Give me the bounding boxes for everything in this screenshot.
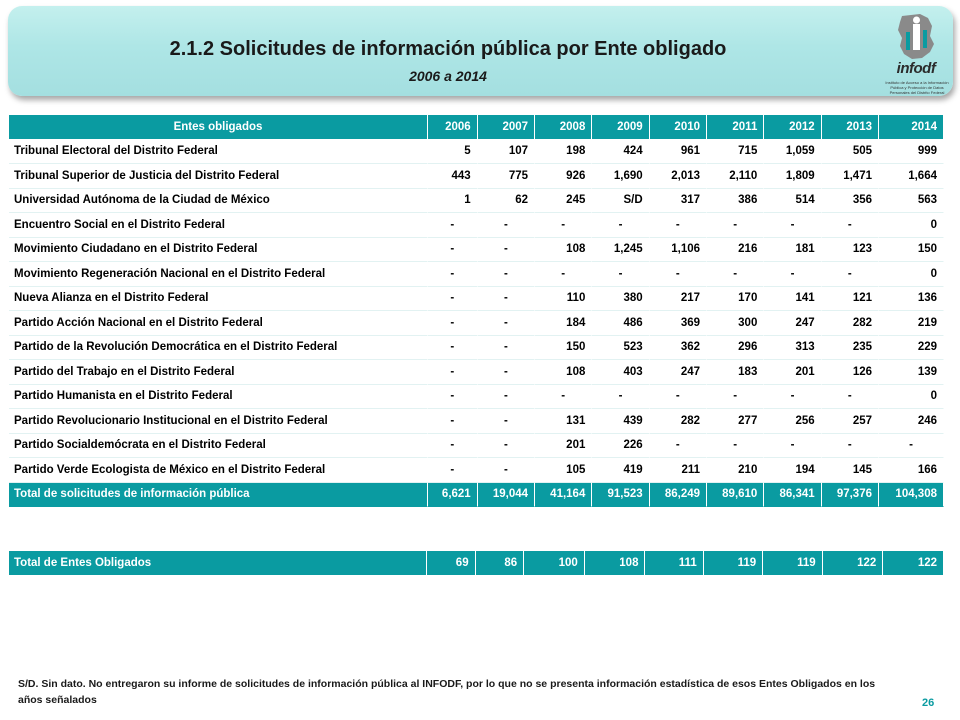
table-cell: - [707,213,764,238]
row-label: Tribunal Superior de Justicia del Distrito Federal [9,164,428,189]
table-cell: 131 [535,409,592,434]
table-cell: - [478,385,535,410]
table-row [9,385,944,410]
table-cell: 145 [822,458,879,483]
table-cell: - [478,336,535,361]
table-cell: 201 [764,360,821,385]
row-label: Tribunal Electoral del Distrito Federal [9,140,428,165]
table-cell: 2,013 [650,164,707,189]
table-cell: - [428,385,478,410]
table-cell: 194 [764,458,821,483]
table-cell: - [650,213,707,238]
table-cell: 108 [535,360,592,385]
table-cell: 86,249 [650,483,707,508]
table-header-row [9,115,944,140]
table-cell: - [428,213,478,238]
table-cell: 198 [535,140,592,165]
column-header-year: 2010 [650,115,707,140]
table-cell: 62 [478,189,535,214]
page-subtitle: 2006 a 2014 [409,68,487,84]
table-row [9,213,944,238]
table-cell: - [764,434,821,459]
table-cell: - [650,262,707,287]
table-cell: - [428,311,478,336]
table-cell: - [650,385,707,410]
table-cell: 217 [650,287,707,312]
table-cell: 0 [879,385,944,410]
table-cell: 6,621 [428,483,478,508]
table-cell: 104,308 [879,483,944,508]
table-cell: - [478,238,535,263]
table-cell: 235 [822,336,879,361]
table-cell: - [428,336,478,361]
page-number: 26 [922,697,935,709]
table-cell: - [478,311,535,336]
table-cell: 89,610 [707,483,764,508]
table-cell: 122 [883,551,944,575]
table-cell: 100 [524,551,585,575]
table-row [9,360,944,385]
table-cell: 226 [592,434,649,459]
table-cell: - [535,262,592,287]
table-cell: 486 [592,311,649,336]
table-cell: 514 [764,189,821,214]
entes-table [9,551,944,575]
table-cell: 1,106 [650,238,707,263]
row-label: Partido Revolucionario Institucional en el Distrito Federal [9,409,428,434]
table-cell: 139 [879,360,944,385]
row-label: Partido del Trabajo en el Distrito Federal [9,360,428,385]
table-cell: 2,110 [707,164,764,189]
table-cell: 210 [707,458,764,483]
row-label: Encuentro Social en el Distrito Federal [9,213,428,238]
table-cell: 999 [879,140,944,165]
table-row [9,336,944,361]
table-cell: 277 [707,409,764,434]
table-cell: 5 [428,140,478,165]
table-cell: - [650,434,707,459]
table-cell: - [428,238,478,263]
column-header-year: 2009 [592,115,649,140]
table-cell: - [707,262,764,287]
table-cell: S/D [592,189,649,214]
table-cell: 247 [764,311,821,336]
row-label: Partido Socialdemócrata en el Distrito Federal [9,434,428,459]
table-cell: - [592,262,649,287]
table-cell: 0 [879,213,944,238]
table-cell: - [428,458,478,483]
table-cell: 122 [823,551,884,575]
table-cell: 356 [822,189,879,214]
table-cell: 961 [650,140,707,165]
infodf-emblem-icon [880,12,952,62]
table-cell: 119 [704,551,763,575]
table-cell: 41,164 [535,483,592,508]
row-label: Total de solicitudes de información pública [9,483,428,508]
table-cell: 247 [650,360,707,385]
row-label: Universidad Autónoma de la Ciudad de México [9,189,428,214]
table-cell: 313 [764,336,821,361]
table-cell: - [428,409,478,434]
table-cell: 181 [764,238,821,263]
table-cell: 150 [879,238,944,263]
table-cell: 19,044 [478,483,535,508]
table-cell: 0 [879,262,944,287]
row-label: Partido Acción Nacional en el Distrito Federal [9,311,428,336]
table-row [9,311,944,336]
table-cell: 121 [822,287,879,312]
solicitudes-table [9,115,944,507]
table-cell: 505 [822,140,879,165]
table-row [9,189,944,214]
table-cell: 110 [535,287,592,312]
page-title: 2.1.2 Solicitudes de información pública por Ente obligado [169,38,727,60]
table-cell: 107 [478,140,535,165]
column-header-year: 2014 [879,115,944,140]
table-cell: 257 [822,409,879,434]
table-cell: 69 [427,551,476,575]
logo-caption: Instituto de Acceso a la Información Pública y Protección de Datos Personales del Distrito Federal [885,80,949,95]
table-cell: 141 [764,287,821,312]
table-cell: - [478,262,535,287]
table-cell: 126 [822,360,879,385]
table-cell: 380 [592,287,649,312]
row-label: Partido Humanista en el Distrito Federal [9,385,428,410]
row-label: Movimiento Ciudadano en el Distrito Federal [9,238,428,263]
table-row [9,287,944,312]
table-cell: 282 [822,311,879,336]
table-cell: 108 [535,238,592,263]
table-cell: - [428,262,478,287]
table-cell: 86 [476,551,525,575]
table-cell: 86,341 [764,483,821,508]
table-cell: 170 [707,287,764,312]
table-cell: - [822,385,879,410]
table-cell: 317 [650,189,707,214]
column-header-year: 2013 [822,115,879,140]
row-label: Partido Verde Ecologista de México en el Distrito Federal [9,458,428,483]
table-cell: 443 [428,164,478,189]
table-cell: - [879,434,944,459]
table-cell: 386 [707,189,764,214]
table-cell: 369 [650,311,707,336]
table-cell: 108 [585,551,646,575]
table-cell: 246 [879,409,944,434]
table-cell: 1,059 [764,140,821,165]
table-cell: - [592,385,649,410]
table-cell: 201 [535,434,592,459]
table-cell: 362 [650,336,707,361]
header-band [8,6,953,96]
table-cell: 439 [592,409,649,434]
table-cell: - [535,213,592,238]
table-cell: - [428,287,478,312]
table-row [9,140,944,165]
table-cell: - [592,213,649,238]
table-cell: - [764,213,821,238]
table-cell: - [822,213,879,238]
row-label: Movimiento Regeneración Nacional en el Distrito Federal [9,262,428,287]
table-cell: - [764,262,821,287]
table-cell: 229 [879,336,944,361]
table-row [9,262,944,287]
table-cell: - [428,434,478,459]
table-cell: 183 [707,360,764,385]
table-cell: 296 [707,336,764,361]
infodf-logo [880,12,952,100]
table-cell: 216 [707,238,764,263]
entes-total-row [9,551,944,575]
table-cell: 211 [650,458,707,483]
column-header-entes: Entes obligados [9,115,428,140]
table-cell: - [822,262,879,287]
table-cell: 775 [478,164,535,189]
column-header-year: 2012 [764,115,821,140]
table-cell: 403 [592,360,649,385]
table-cell: 1,471 [822,164,879,189]
column-header-year: 2006 [428,115,478,140]
table-cell: 926 [535,164,592,189]
table-cell: 715 [707,140,764,165]
table-cell: 1,245 [592,238,649,263]
table-cell: 1,664 [879,164,944,189]
total-row [9,483,944,508]
table-cell: 563 [879,189,944,214]
table-cell: 424 [592,140,649,165]
table-cell: 256 [764,409,821,434]
table-cell: 119 [763,551,822,575]
table-cell: - [822,434,879,459]
row-label: Nueva Alianza en el Distrito Federal [9,287,428,312]
table-cell: 91,523 [592,483,649,508]
table-row [9,434,944,459]
table-cell: - [478,360,535,385]
table-cell: 300 [707,311,764,336]
table-cell: - [535,385,592,410]
table-cell: - [478,458,535,483]
table-cell: 166 [879,458,944,483]
table-cell: 184 [535,311,592,336]
table-cell: 111 [645,551,703,575]
table-cell: - [478,287,535,312]
table-row [9,458,944,483]
table-cell: 419 [592,458,649,483]
footnote: S/D. Sin dato. No entregaron su informe de solicitudes de información pública al INFODF, por lo que no se presenta información estadística de esos Entes Obligados en los años señalados [18,678,876,706]
table-cell: 105 [535,458,592,483]
table-cell: 1 [428,189,478,214]
table-cell: - [707,434,764,459]
table-cell: - [478,409,535,434]
table-row [9,409,944,434]
table-cell: 1,690 [592,164,649,189]
table-row [9,164,944,189]
row-label: Total de Entes Obligados [9,551,427,575]
table-cell: - [764,385,821,410]
table-cell: 150 [535,336,592,361]
table-row [9,238,944,263]
table-cell: - [428,360,478,385]
table-cell: 523 [592,336,649,361]
column-header-year: 2008 [535,115,592,140]
logo-text: infodf [896,60,936,77]
table-cell: 136 [879,287,944,312]
table-cell: 245 [535,189,592,214]
column-header-year: 2011 [707,115,764,140]
table-cell: 97,376 [822,483,879,508]
table-cell: - [478,434,535,459]
table-cell: 123 [822,238,879,263]
row-label: Partido de la Revolución Democrática en el Distrito Federal [9,336,428,361]
table-cell: - [478,213,535,238]
table-cell: 1,809 [764,164,821,189]
column-header-year: 2007 [478,115,535,140]
table-cell: - [707,385,764,410]
table-cell: 282 [650,409,707,434]
table-body [9,140,944,508]
table-cell: 219 [879,311,944,336]
